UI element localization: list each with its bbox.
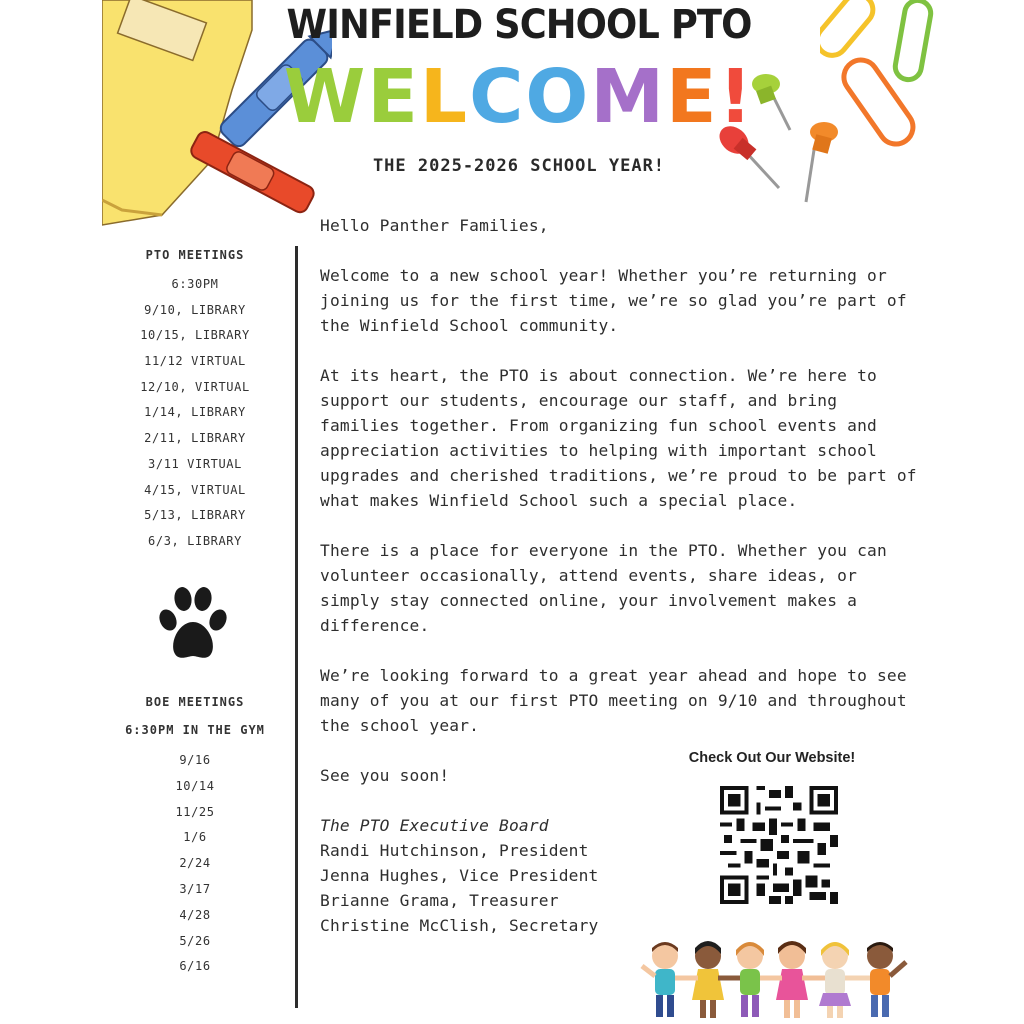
paw-print-icon [152,582,234,664]
letter-paragraph: At its heart, the PTO is about connection. We’re here to support our students, encourage our staff, and bring families together. From organizing fun school events and appreciation activities to helping with important school upgrades and cherished traditions, we’re proud to be part of what makes Winfield School such a special place. [320,366,917,510]
boe-meetings-heading: BOE MEETINGS [145,695,245,709]
boe-meeting-item: 6/16 [179,959,211,974]
signer: Jenna Hughes, Vice President [320,866,599,885]
letter-paragraph: We’re looking forward to a great year ahead and hope to see many of you at our first PTO meeting on 9/10 and throughout the school year. [320,666,907,735]
welcome-heading [102,54,936,140]
pto-meeting-item: 3/11 VIRTUAL [148,456,242,471]
letter-paragraph: Welcome to a new school year! Whether you’re returning or joining us for the first time, we’re so glad you’re part of the Winfield School community. [320,266,907,335]
signature-title: The PTO Executive Board [320,816,549,835]
signer: Christine McClish, Secretary [320,916,599,935]
welcome-letter-6: E [665,54,719,140]
qr-code-icon[interactable] [720,786,838,904]
welcome-letter-1: E [367,54,420,140]
children-holding-hands-icon [640,938,920,1024]
pto-meeting-item: 12/10, VIRTUAL [140,379,250,394]
pto-meeting-item: 11/12 VIRTUAL [144,354,246,369]
boe-meeting-item: 11/25 [175,804,215,819]
pto-meetings-heading: PTO MEETINGS [145,248,245,262]
pto-meeting-item: 4/15, VIRTUAL [144,482,246,497]
column-divider [295,246,298,1008]
boe-meetings-time: 6:30PM IN THE GYM [125,723,265,737]
boe-meeting-item: 4/28 [179,907,211,922]
boe-meeting-item: 9/16 [179,753,211,767]
pto-meeting-item: 2/11, LIBRARY [144,431,246,446]
welcome-letter-0: W [283,54,368,140]
welcome-letter-5: M [590,54,666,140]
page-title: WINFIELD SCHOOL PTO [286,2,752,48]
pto-meeting-item: 10/15, LIBRARY [140,328,250,343]
letter-greeting: Hello Panther Families, [320,216,549,235]
signer: Brianne Grama, Treasurer [320,891,559,910]
welcome-letter-4: O [525,54,591,140]
boe-meeting-item: 10/14 [175,778,215,793]
pto-meetings-list [102,248,288,555]
letter-closing: See you soon! [320,766,450,785]
boe-meetings-list [102,692,288,980]
welcome-letter-7: ! [718,54,755,140]
pto-meeting-item: 6:30PM [171,277,219,291]
pto-meeting-item: 9/10, LIBRARY [144,302,246,317]
pto-meeting-item: 1/14, LIBRARY [144,405,246,420]
signer: Randi Hutchinson, President [320,841,589,860]
boe-meeting-item: 2/24 [179,856,211,871]
website-label: Check Out Our Website! [688,750,856,766]
welcome-letter-3: C [469,54,526,140]
flyer-page [102,0,936,1024]
boe-meeting-item: 3/17 [179,881,211,896]
letter-paragraph: There is a place for everyone in the PTO. Whether you can volunteer occasionally, attend events, share ideas, or simply stay connected online, your involvement makes a difference. [320,541,887,635]
pto-meeting-item: 6/3, LIBRARY [148,533,242,548]
school-year-subtitle: THE 2025-2026 SCHOOL YEAR! [372,156,666,176]
welcome-letter-2: L [419,54,470,140]
pto-meeting-item: 5/13, LIBRARY [144,508,246,523]
boe-meeting-item: 1/6 [183,830,207,845]
boe-meeting-item: 5/26 [179,933,211,948]
